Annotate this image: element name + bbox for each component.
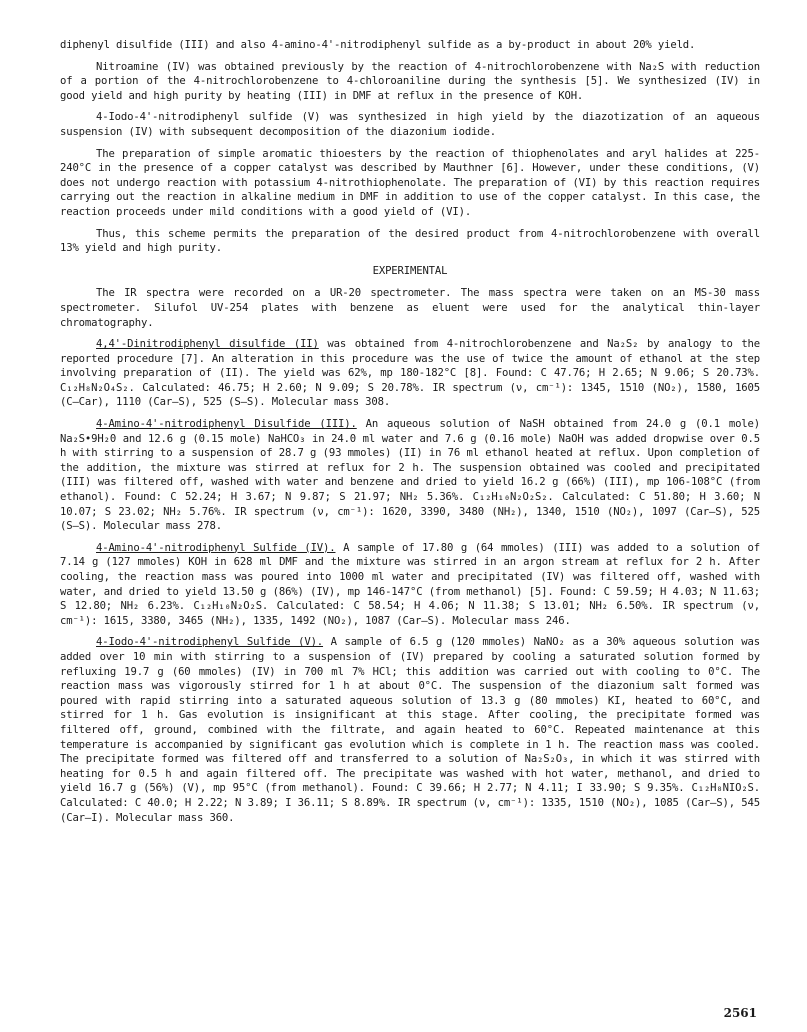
procedure-text: A sample of 17.80 g (64 mmoles) (III) was added to a solution of 7.14 g (127 mmoles) KOH in 628 ml DMF and the mixture was stirred in an argon stream at reflux for 2 h. After cooling, the reaction mass was poured into 1000 ml water and precipitated (IV) was filtered off, washed with water, and dried to yield 13.50 g (86%) (IV), mp 146-147°C (from methanol) [5]. Found: C 59.59; H 4.03; N 11.63; S 12.80; NH₂ 6.23%. C₁₂H₁₀N₂O₂S. Calculated: C 58.54; H 4.06; N 11.38; S 13.01; NH₂ 6.50%. IR spectrum (ν, cm⁻¹): 1615, 3380, 3465 (NH₂), 1335, 1492 (NO₂), 1087 (Car–S). Molecular mass 246. [60,541,760,627]
page-number: 2561 [723,1006,757,1020]
procedure-amino-nitrodiphenyl-sulfide [60,541,760,629]
procedure-text: A sample of 6.5 g (120 mmoles) NaNO₂ as a 30% aqueous solution was added over 10 min with stirring to a suspension of (IV) prepared by cooling a saturated solution formed by refluxing 19.7 g (60 mmoles) (IV) in 700 ml 7% HCl; this addition was carried out with cooling to 0°C. The reaction mass was vigorously stirred for 1 h at about 0°C. The suspension of the diazonium salt formed was poured with rapid stirring into a saturated aqueous solution of 13.3 g (80 mmoles) KI, heated to 60°C, and stirred for 1 h. Gas evolution is insignificant at this stage. After cooling, the precipitate formed was filtered off, ground, combined with the filtrate, and again heated to 60°C. Repeated maintenance at this temperature is accompanied by significant gas evolution which is complete in 1 h. The reaction mass was cooled. The precipitate formed was filtered off and transferred to a solution of Na₂S₂O₃, in which it was stirred with heating for 0.5 h and again filtered off. The precipitate was washed with hot water, methanol, and dried to yield 16.7 g (56%) (V), mp 95°C (from methanol). Found: C 39.66; H 2.77; N 4.11; I 33.90; S 9.35%. C₁₂H₈NIO₂S. Calculated: C 40.0; H 2.22; N 3.89; I 36.11; S 8.89%. IR spectrum (ν, cm⁻¹): 1335, 1510 (NO₂), 1085 (Car–S), 545 (Car–I). Molecular mass 360. [60,636,760,824]
procedure-title: 4-Amino-4'-nitrodiphenyl Disulfide (III). [96,418,357,431]
paragraph-4: The preparation of simple aromatic thioesters by the reaction of thiophenolates and aryl halides at 225-240°C in the presence of a copper catalyst was described by Mauthner [6]. However, under these conditions, (V) does not undergo reaction with potassium 4-nitrothiophenolate. The preparation of (VI) by this reaction requires carrying out the reaction in alkaline medium in DMF in addition to use of the copper catalyst. In this case, the reaction proceeds under mild conditions with a good yield of (VI). [60,147,760,218]
procedure-text: An aqueous solution of NaSH obtained from 24.0 g (0.1 mole) Na₂S•9H₂0 and 12.6 g (0.15 mole) NaHCO₃ in 24.0 ml water and 7.6 g (0.16 mole) NaOH was added dropwise over 0.5 h with stirring to a suspension of 28.7 g (93 mmoles) (II) in 76 ml ethanol heated at reflux. Upon completion of the addition, the mixture was stirred at reflux for 2 h. The suspension obtained was cooled and precipitated (III) was filtered off, washed with water and benzene and dried to yield 16.2 g (66%) (III), mp 106-108°C (from ethanol). Found: C 52.24; H 3.67; N 9.87; S 21.97; NH₂ 5.36%. C₁₂H₁₀N₂O₂S₂. Calculated: C 51.80; H 3.60; N 10.07; S 23.02; NH₂ 5.76%. IR spectrum (ν, cm⁻¹): 1620, 3390, 3480 (NH₂), 1340, 1510 (NO₂), 1097 (Car–S), 525 (S–S). Molecular mass 278. [60,418,760,533]
procedure-dinitrodiphenyl-disulfide [60,337,760,410]
article-body [60,38,760,832]
procedure-amino-nitrodiphenyl-disulfide [60,417,760,534]
section-heading-experimental: EXPERIMENTAL [372,264,448,277]
procedure-iodo-nitrodiphenyl-sulfide [60,635,760,825]
procedure-text: was obtained from 4-nitrochlorobenzene and Na₂S₂ by analogy to the reported procedure [7]. An alteration in this procedure was the use of twice the amount of ethanol at the step involving preparation of (II). The yield was 62%, mp 180-182°C [8]. Found: C 47.76; H 2.65; N 9.06; S 20.73%. C₁₂H₈N₂O₄S₂. Calculated: 46.75; H 2.60; N 9.09; S 20.78%. IR spectrum (ν, cm⁻¹): 1345, 1510 (NO₂), 1580, 1605 (C–Car), 1110 (Car–S), 525 (S–S). Molecular mass 308. [60,338,761,409]
procedure-title: 4-Iodo-4'-nitrodiphenyl Sulfide (V). [96,636,324,649]
paragraph-3: 4-Iodo-4'-nitrodiphenyl sulfide (V) was synthesized in high yield by the diazotization of an aqueous suspension (IV) with subsequent decomposition of the diazonium iodide. [60,111,760,138]
procedure-title: 4-Amino-4'-nitrodiphenyl Sulfide (IV). [96,541,336,554]
paragraph-1: diphenyl disulfide (III) and also 4-amino-4'-nitrodiphenyl sulfide as a by-product in about 20% yield. [60,39,696,51]
paragraph-5: Thus, this scheme permits the preparation of the desired product from 4-nitrochlorobenzene with overall 13% yield and high purity. [60,227,760,255]
paragraph-2: Nitroamine (IV) was obtained previously by the reaction of 4-nitrochlorobenzene with Na₂S with reduction of a portion of the 4-nitrochlorobenzene to 4-chloroaniline during the synthesis [5]. We synthesized (IV) in good yield and high purity by heating (III) in DMF at reflux in the presence of KOH. [60,60,760,102]
procedure-title: 4,4'-Dinitrodiphenyl disulfide (II) [96,338,319,351]
experimental-intro: The IR spectra were recorded on a UR-20 spectrometer. The mass spectra were taken on an MS-30 mass spectrometer. Silufol UV-254 plates with benzene as eluent were used for the analytical thin-layer chromatography. [60,287,760,329]
